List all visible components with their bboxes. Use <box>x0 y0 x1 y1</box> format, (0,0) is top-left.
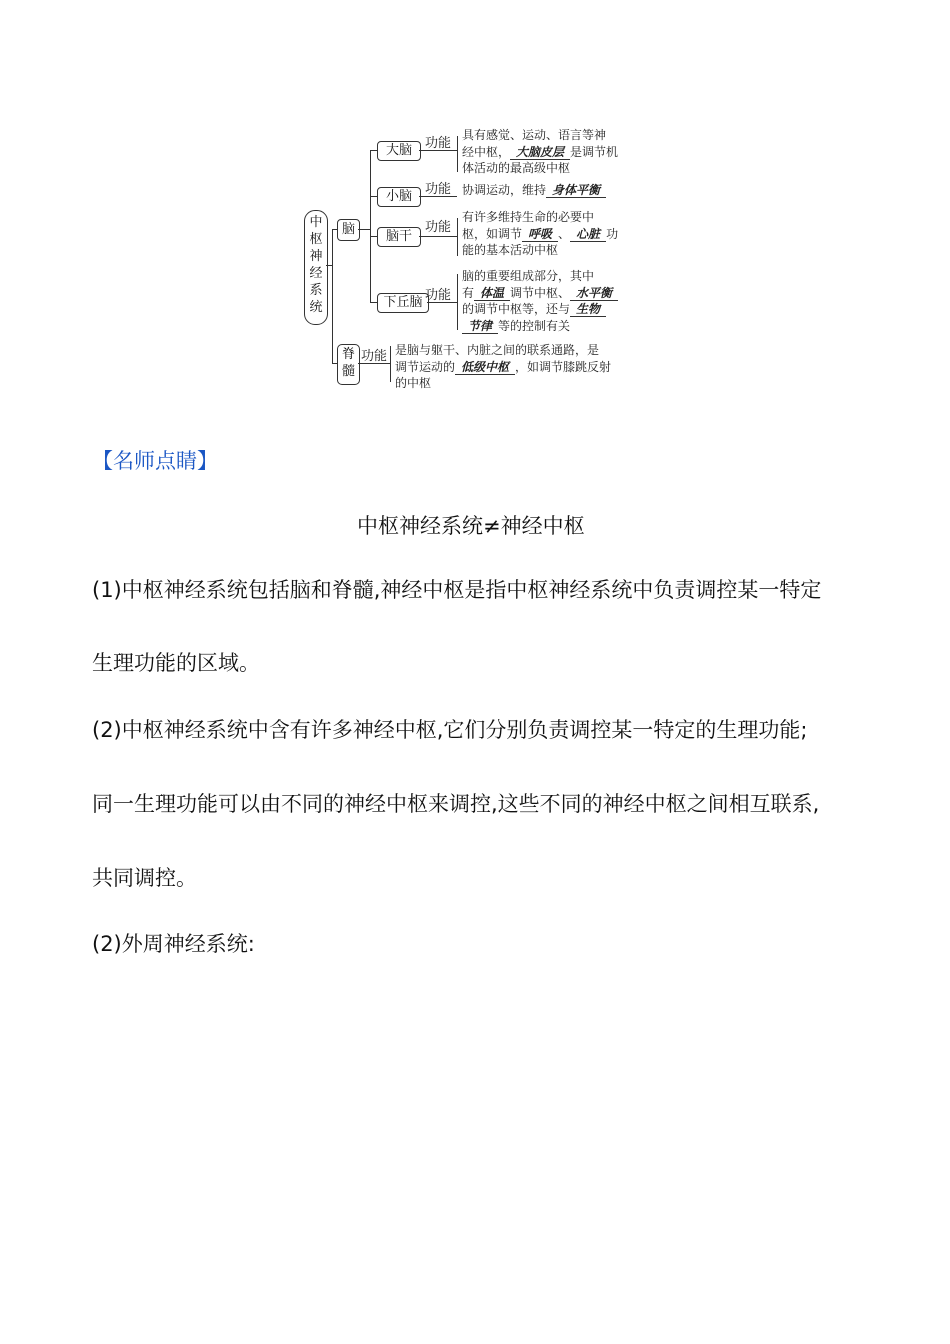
answer-blank: 大脑皮层 <box>510 145 570 160</box>
answer-blank: 呼吸 <box>522 227 558 242</box>
cerebrum-description: 具有感觉、运动、语言等神 经中枢， 大脑皮层 是调节机 体活动的最高级中枢 <box>462 128 619 175</box>
hypothalamus-box: 下丘脑 <box>377 293 429 313</box>
root-char: 经 <box>309 266 323 281</box>
connector <box>332 229 333 363</box>
bracket <box>457 136 458 172</box>
answer-blank: 节律 <box>462 319 498 334</box>
answer-blank: 身体平衡 <box>546 183 606 198</box>
connector <box>370 302 377 303</box>
section-heading: 【名师点睛】 <box>92 449 218 473</box>
cerebellum-box: 小脑 <box>377 187 421 207</box>
root-char: 枢 <box>309 232 323 247</box>
paragraph-line: (1)中枢神经系统包括脑和脊髓,神经中枢是指中枢神经系统中负责调控某一特定 <box>92 578 822 602</box>
function-label: 功能 <box>361 349 388 364</box>
spinal-cord-box <box>337 344 360 385</box>
bracket <box>457 218 458 256</box>
brainstem-description: 有许多维持生命的必要中 枢，如调节 呼吸 、 心脏 功 能的基本活动中枢 <box>462 210 619 257</box>
cerebellum-description: 协调运动，维持 身体平衡 <box>462 182 606 199</box>
root-char: 系 <box>309 283 323 298</box>
connector <box>370 150 371 302</box>
paragraph-line: 共同调控。 <box>92 866 197 890</box>
answer-blank: 体温 <box>474 286 510 301</box>
function-label: 功能 <box>425 182 452 197</box>
connector <box>358 229 370 230</box>
connector <box>370 150 377 151</box>
function-label: 功能 <box>425 136 452 151</box>
root-char: 统 <box>309 300 323 315</box>
brain-box: 脑 <box>337 219 360 241</box>
brainstem-box: 脑干 <box>377 227 421 247</box>
hypothalamus-description: 脑的重要组成部分，其中 有 体温 调节中枢、 水平衡 的调节中枢等，还与 生物 节律 等的控制有关 <box>462 268 618 334</box>
answer-blank: 低级中枢 <box>455 360 515 375</box>
spinal-char: 髓 <box>341 364 355 379</box>
answer-blank: 水平衡 <box>570 286 618 301</box>
spinal-char: 脊 <box>341 347 355 362</box>
paragraph-line: 同一生理功能可以由不同的神经中枢来调控,这些不同的神经中枢之间相互联系, <box>92 792 820 816</box>
function-label: 功能 <box>425 288 452 303</box>
connector <box>370 236 377 237</box>
paragraph-line: (2)中枢神经系统中含有许多神经中枢,它们分别负责调控某一特定的生理功能; <box>92 718 808 742</box>
answer-blank: 心脏 <box>570 227 606 242</box>
answer-blank: 生物 <box>570 302 606 317</box>
root-char: 中 <box>309 215 323 230</box>
function-label: 功能 <box>425 220 452 235</box>
connector <box>419 236 457 237</box>
cns-root-box <box>304 210 328 325</box>
paragraph-line: (2)外周神经系统: <box>92 932 255 956</box>
paragraph-line: 生理功能的区域。 <box>92 651 260 675</box>
cerebrum-box: 大脑 <box>377 141 421 161</box>
center-title: 中枢神经系统≠神经中枢 <box>357 514 585 538</box>
bracket <box>390 346 391 382</box>
root-char: 神 <box>309 249 323 264</box>
spinal-description: 是脑与躯干、内脏之间的联系通路，是 调节运动的 低级中枢 ，如调节膝跳反射 的中枢 <box>395 343 612 390</box>
bracket <box>457 274 458 330</box>
connector <box>370 196 377 197</box>
